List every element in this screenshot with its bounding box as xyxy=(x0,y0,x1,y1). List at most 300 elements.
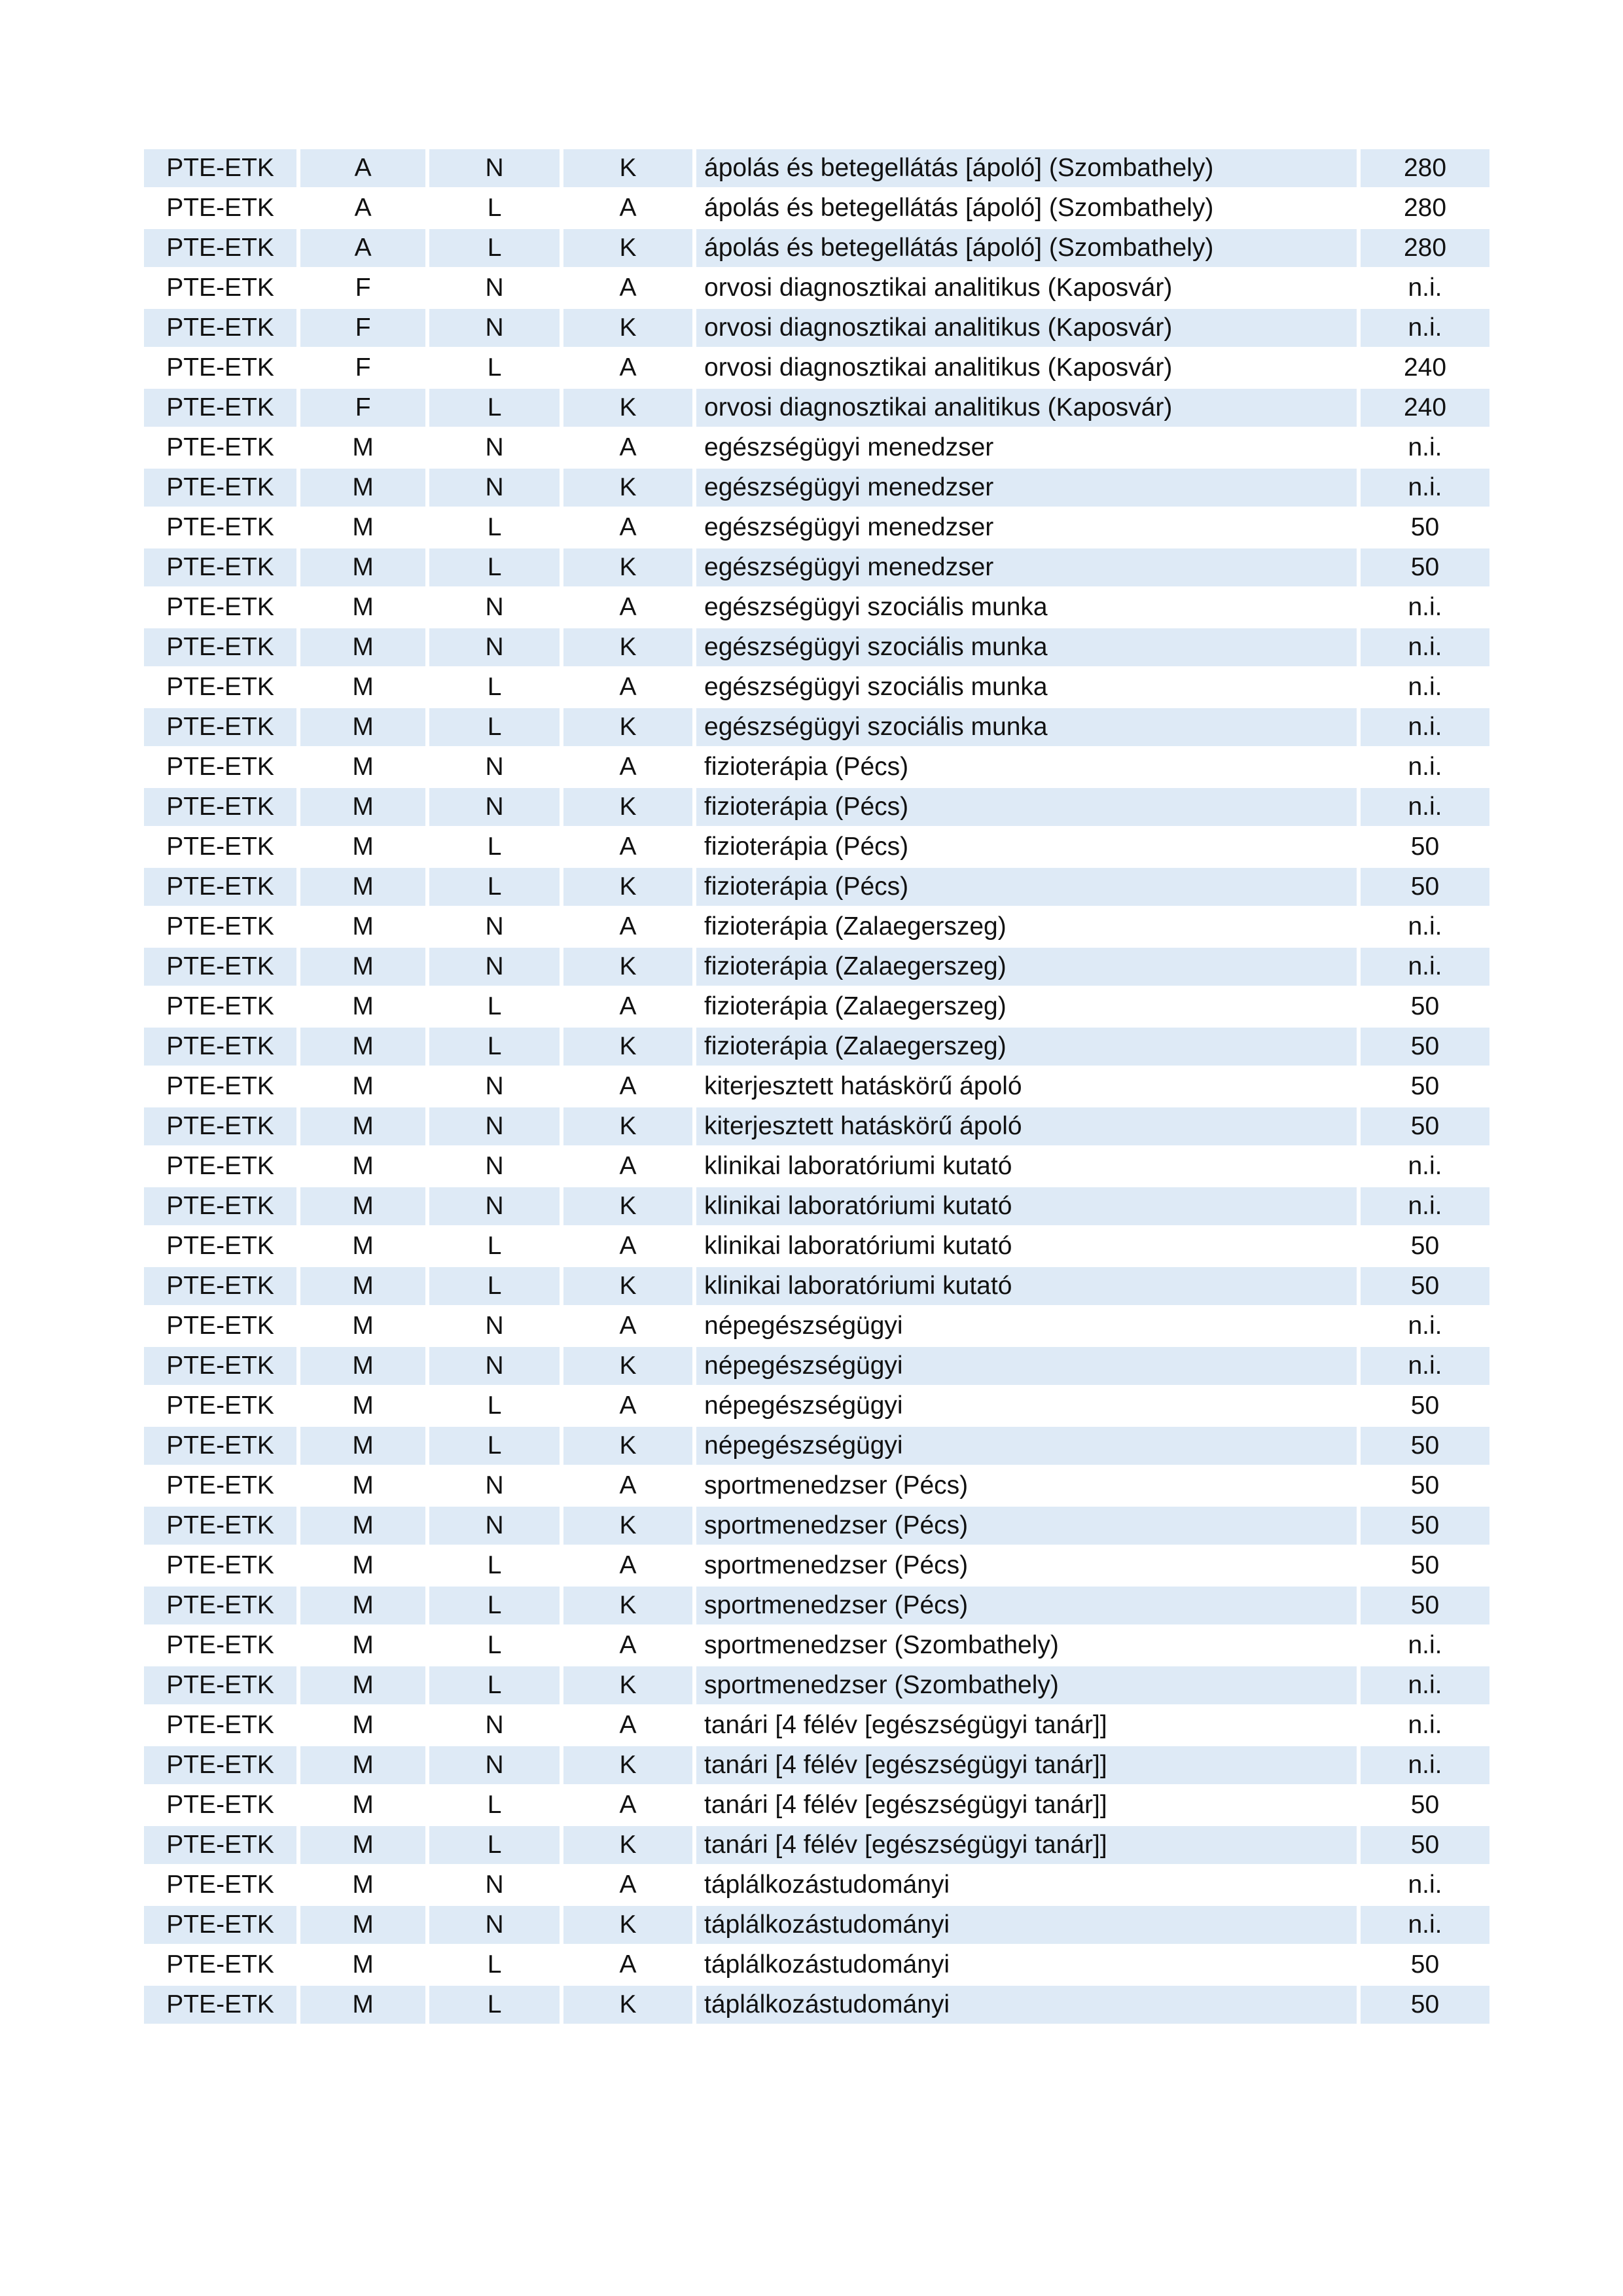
points-cell: n.i. xyxy=(1361,908,1489,948)
level-cell: M xyxy=(300,1507,425,1547)
level-cell: M xyxy=(300,548,425,588)
points-cell: 240 xyxy=(1361,389,1489,429)
level-cell: M xyxy=(300,1786,425,1826)
level-cell: M xyxy=(300,509,425,548)
points-cell: 50 xyxy=(1361,1107,1489,1147)
table-row xyxy=(144,1267,1489,1307)
table-row xyxy=(144,548,1489,588)
table-row xyxy=(144,948,1489,988)
level-cell: M xyxy=(300,1107,425,1147)
level-cell: F xyxy=(300,309,425,349)
table-body xyxy=(144,149,1489,2026)
table-row xyxy=(144,509,1489,548)
points-cell: 50 xyxy=(1361,868,1489,908)
program-cell: sportmenedzser (Szombathely) xyxy=(696,1666,1357,1706)
financing-cell: N xyxy=(429,788,560,828)
points-cell: 50 xyxy=(1361,1946,1489,1986)
institution-cell: PTE-ETK xyxy=(144,1227,296,1267)
points-cell: n.i. xyxy=(1361,628,1489,668)
level-cell: M xyxy=(300,1746,425,1786)
financing-cell: L xyxy=(429,548,560,588)
institution-cell: PTE-ETK xyxy=(144,309,296,349)
program-cell: egészségügyi szociális munka xyxy=(696,628,1357,668)
points-cell: n.i. xyxy=(1361,1187,1489,1227)
institution-cell: PTE-ETK xyxy=(144,1267,296,1307)
points-cell: n.i. xyxy=(1361,1307,1489,1347)
financing-cell: N xyxy=(429,948,560,988)
points-cell: n.i. xyxy=(1361,1666,1489,1706)
financing-cell: N xyxy=(429,1147,560,1187)
study-form-cell: K xyxy=(563,788,692,828)
table-row xyxy=(144,628,1489,668)
level-cell: M xyxy=(300,668,425,708)
study-form-cell: A xyxy=(563,1946,692,1986)
institution-cell: PTE-ETK xyxy=(144,588,296,628)
level-cell: M xyxy=(300,748,425,788)
study-form-cell: K xyxy=(563,1746,692,1786)
study-form-cell: A xyxy=(563,349,692,389)
institution-cell: PTE-ETK xyxy=(144,1467,296,1507)
table-row xyxy=(144,1906,1489,1946)
program-cell: egészségügyi menedzser xyxy=(696,429,1357,469)
financing-cell: L xyxy=(429,509,560,548)
level-cell: M xyxy=(300,1906,425,1946)
level-cell: F xyxy=(300,389,425,429)
institution-cell: PTE-ETK xyxy=(144,1427,296,1467)
financing-cell: L xyxy=(429,868,560,908)
study-form-cell: A xyxy=(563,1706,692,1746)
study-form-cell: A xyxy=(563,1387,692,1427)
study-form-cell: K xyxy=(563,1507,692,1547)
points-cell: 280 xyxy=(1361,149,1489,189)
program-cell: táplálkozástudományi xyxy=(696,1946,1357,1986)
level-cell: M xyxy=(300,1866,425,1906)
study-form-cell: K xyxy=(563,1986,692,2026)
points-cell: n.i. xyxy=(1361,1906,1489,1946)
table-row xyxy=(144,1028,1489,1067)
points-cell: n.i. xyxy=(1361,708,1489,748)
points-cell: 50 xyxy=(1361,1467,1489,1507)
level-cell: M xyxy=(300,1187,425,1227)
institution-cell: PTE-ETK xyxy=(144,1067,296,1107)
table-row xyxy=(144,1187,1489,1227)
financing-cell: N xyxy=(429,1187,560,1227)
institution-cell: PTE-ETK xyxy=(144,1906,296,1946)
institution-cell: PTE-ETK xyxy=(144,788,296,828)
institution-cell: PTE-ETK xyxy=(144,1946,296,1986)
institution-cell: PTE-ETK xyxy=(144,1986,296,2026)
financing-cell: L xyxy=(429,389,560,429)
table-row xyxy=(144,908,1489,948)
points-cell: 50 xyxy=(1361,828,1489,868)
financing-cell: N xyxy=(429,1906,560,1946)
table-row xyxy=(144,469,1489,509)
program-cell: tanári [4 félév [egészségügyi tanár]] xyxy=(696,1786,1357,1826)
program-cell: tanári [4 félév [egészségügyi tanár]] xyxy=(696,1746,1357,1786)
institution-cell: PTE-ETK xyxy=(144,509,296,548)
level-cell: A xyxy=(300,189,425,229)
table-row xyxy=(144,788,1489,828)
level-cell: M xyxy=(300,1227,425,1267)
program-cell: kiterjesztett hatáskörű ápoló xyxy=(696,1067,1357,1107)
institution-cell: PTE-ETK xyxy=(144,748,296,788)
table-row xyxy=(144,1666,1489,1706)
study-form-cell: A xyxy=(563,1467,692,1507)
program-cell: klinikai laboratóriumi kutató xyxy=(696,1267,1357,1307)
institution-cell: PTE-ETK xyxy=(144,469,296,509)
program-cell: ápolás és betegellátás [ápoló] (Szombathely) xyxy=(696,229,1357,269)
points-cell: 50 xyxy=(1361,1826,1489,1866)
table-row xyxy=(144,588,1489,628)
study-form-cell: A xyxy=(563,1227,692,1267)
points-cell: n.i. xyxy=(1361,1147,1489,1187)
table-row xyxy=(144,1467,1489,1507)
program-cell: fizioterápia (Zalaegerszeg) xyxy=(696,1028,1357,1067)
program-cell: fizioterápia (Zalaegerszeg) xyxy=(696,988,1357,1028)
financing-cell: L xyxy=(429,1387,560,1427)
level-cell: M xyxy=(300,1347,425,1387)
points-cell: 50 xyxy=(1361,1427,1489,1467)
institution-cell: PTE-ETK xyxy=(144,1706,296,1746)
level-cell: A xyxy=(300,229,425,269)
institution-cell: PTE-ETK xyxy=(144,1507,296,1547)
study-form-cell: K xyxy=(563,548,692,588)
level-cell: M xyxy=(300,429,425,469)
program-cell: fizioterápia (Zalaegerszeg) xyxy=(696,948,1357,988)
study-form-cell: A xyxy=(563,828,692,868)
institution-cell: PTE-ETK xyxy=(144,988,296,1028)
study-form-cell: A xyxy=(563,1626,692,1666)
financing-cell: L xyxy=(429,229,560,269)
institution-cell: PTE-ETK xyxy=(144,1187,296,1227)
points-cell: 50 xyxy=(1361,1786,1489,1826)
program-cell: egészségügyi szociális munka xyxy=(696,588,1357,628)
level-cell: F xyxy=(300,269,425,309)
level-cell: M xyxy=(300,868,425,908)
institution-cell: PTE-ETK xyxy=(144,1666,296,1706)
financing-cell: N xyxy=(429,1347,560,1387)
institution-cell: PTE-ETK xyxy=(144,389,296,429)
program-cell: orvosi diagnosztikai analitikus (Kaposvár) xyxy=(696,309,1357,349)
study-form-cell: K xyxy=(563,1826,692,1866)
level-cell: M xyxy=(300,1587,425,1626)
level-cell: M xyxy=(300,908,425,948)
table-row xyxy=(144,349,1489,389)
institution-cell: PTE-ETK xyxy=(144,149,296,189)
institution-cell: PTE-ETK xyxy=(144,1028,296,1067)
institution-cell: PTE-ETK xyxy=(144,1547,296,1587)
level-cell: M xyxy=(300,1547,425,1587)
points-cell: 240 xyxy=(1361,349,1489,389)
table-row xyxy=(144,1107,1489,1147)
program-cell: sportmenedzser (Pécs) xyxy=(696,1467,1357,1507)
financing-cell: L xyxy=(429,1626,560,1666)
table-row xyxy=(144,1626,1489,1666)
program-cell: klinikai laboratóriumi kutató xyxy=(696,1147,1357,1187)
study-form-cell: K xyxy=(563,868,692,908)
study-form-cell: K xyxy=(563,1427,692,1467)
program-cell: egészségügyi szociális munka xyxy=(696,668,1357,708)
level-cell: M xyxy=(300,1267,425,1307)
points-cell: 50 xyxy=(1361,988,1489,1028)
institution-cell: PTE-ETK xyxy=(144,1147,296,1187)
study-form-cell: A xyxy=(563,189,692,229)
program-cell: ápolás és betegellátás [ápoló] (Szombathely) xyxy=(696,189,1357,229)
institution-cell: PTE-ETK xyxy=(144,828,296,868)
points-cell: n.i. xyxy=(1361,309,1489,349)
financing-cell: L xyxy=(429,1946,560,1986)
points-cell: n.i. xyxy=(1361,788,1489,828)
table-row xyxy=(144,1427,1489,1467)
level-cell: M xyxy=(300,1826,425,1866)
study-form-cell: K xyxy=(563,1028,692,1067)
level-cell: M xyxy=(300,1067,425,1107)
points-cell: 50 xyxy=(1361,1028,1489,1067)
level-cell: M xyxy=(300,1307,425,1347)
financing-cell: N xyxy=(429,1107,560,1147)
study-form-cell: A xyxy=(563,1866,692,1906)
table-row xyxy=(144,1387,1489,1427)
level-cell: M xyxy=(300,1467,425,1507)
institution-cell: PTE-ETK xyxy=(144,1387,296,1427)
institution-cell: PTE-ETK xyxy=(144,868,296,908)
institution-cell: PTE-ETK xyxy=(144,1307,296,1347)
program-cell: tanári [4 félév [egészségügyi tanár]] xyxy=(696,1706,1357,1746)
level-cell: M xyxy=(300,1147,425,1187)
institution-cell: PTE-ETK xyxy=(144,1746,296,1786)
study-form-cell: A xyxy=(563,1307,692,1347)
level-cell: M xyxy=(300,1626,425,1666)
table-row xyxy=(144,189,1489,229)
points-cell: n.i. xyxy=(1361,429,1489,469)
study-form-cell: A xyxy=(563,1147,692,1187)
institution-cell: PTE-ETK xyxy=(144,1626,296,1666)
table-row xyxy=(144,708,1489,748)
study-form-cell: K xyxy=(563,1587,692,1626)
study-form-cell: K xyxy=(563,389,692,429)
table-row xyxy=(144,389,1489,429)
table-row xyxy=(144,1067,1489,1107)
study-form-cell: A xyxy=(563,1547,692,1587)
financing-cell: L xyxy=(429,1547,560,1587)
institution-cell: PTE-ETK xyxy=(144,1866,296,1906)
institution-cell: PTE-ETK xyxy=(144,708,296,748)
financing-cell: N xyxy=(429,1507,560,1547)
table-row xyxy=(144,1786,1489,1826)
study-form-cell: K xyxy=(563,469,692,509)
table-row xyxy=(144,1227,1489,1267)
program-cell: egészségügyi szociális munka xyxy=(696,708,1357,748)
financing-cell: N xyxy=(429,1307,560,1347)
points-cell: 50 xyxy=(1361,1587,1489,1626)
program-cell: egészségügyi menedzser xyxy=(696,548,1357,588)
program-cell: sportmenedzser (Pécs) xyxy=(696,1547,1357,1587)
table-row xyxy=(144,1866,1489,1906)
financing-cell: L xyxy=(429,1666,560,1706)
program-cell: orvosi diagnosztikai analitikus (Kaposvár) xyxy=(696,269,1357,309)
level-cell: M xyxy=(300,1706,425,1746)
study-form-cell: A xyxy=(563,988,692,1028)
points-cell: n.i. xyxy=(1361,748,1489,788)
table-row xyxy=(144,229,1489,269)
table-row xyxy=(144,668,1489,708)
study-form-cell: K xyxy=(563,1906,692,1946)
institution-cell: PTE-ETK xyxy=(144,1587,296,1626)
level-cell: M xyxy=(300,988,425,1028)
institution-cell: PTE-ETK xyxy=(144,429,296,469)
level-cell: M xyxy=(300,948,425,988)
level-cell: M xyxy=(300,588,425,628)
study-form-cell: A xyxy=(563,1786,692,1826)
financing-cell: L xyxy=(429,1028,560,1067)
points-cell: n.i. xyxy=(1361,1626,1489,1666)
study-form-cell: A xyxy=(563,1067,692,1107)
level-cell: F xyxy=(300,349,425,389)
level-cell: M xyxy=(300,1666,425,1706)
financing-cell: N xyxy=(429,149,560,189)
program-cell: táplálkozástudományi xyxy=(696,1906,1357,1946)
financing-cell: N xyxy=(429,309,560,349)
financing-cell: L xyxy=(429,1587,560,1626)
study-form-cell: A xyxy=(563,668,692,708)
points-cell: 50 xyxy=(1361,1986,1489,2026)
financing-cell: L xyxy=(429,988,560,1028)
financing-cell: N xyxy=(429,1467,560,1507)
financing-cell: L xyxy=(429,349,560,389)
institution-cell: PTE-ETK xyxy=(144,349,296,389)
admission-table xyxy=(140,149,1493,2026)
financing-cell: N xyxy=(429,269,560,309)
table-row xyxy=(144,1547,1489,1587)
financing-cell: N xyxy=(429,748,560,788)
study-form-cell: K xyxy=(563,708,692,748)
program-cell: fizioterápia (Pécs) xyxy=(696,828,1357,868)
study-form-cell: K xyxy=(563,229,692,269)
program-cell: orvosi diagnosztikai analitikus (Kaposvár) xyxy=(696,349,1357,389)
study-form-cell: K xyxy=(563,1107,692,1147)
institution-cell: PTE-ETK xyxy=(144,1107,296,1147)
financing-cell: L xyxy=(429,1986,560,2026)
points-cell: n.i. xyxy=(1361,1746,1489,1786)
study-form-cell: A xyxy=(563,588,692,628)
table-row xyxy=(144,149,1489,189)
table-row xyxy=(144,309,1489,349)
level-cell: M xyxy=(300,1946,425,1986)
table-row xyxy=(144,1706,1489,1746)
points-cell: n.i. xyxy=(1361,588,1489,628)
points-cell: 50 xyxy=(1361,509,1489,548)
program-cell: klinikai laboratóriumi kutató xyxy=(696,1227,1357,1267)
table-row xyxy=(144,1986,1489,2026)
institution-cell: PTE-ETK xyxy=(144,229,296,269)
institution-cell: PTE-ETK xyxy=(144,908,296,948)
financing-cell: L xyxy=(429,1427,560,1467)
financing-cell: N xyxy=(429,429,560,469)
program-cell: fizioterápia (Zalaegerszeg) xyxy=(696,908,1357,948)
table-row xyxy=(144,828,1489,868)
program-cell: fizioterápia (Pécs) xyxy=(696,868,1357,908)
financing-cell: N xyxy=(429,1067,560,1107)
study-form-cell: A xyxy=(563,509,692,548)
table-row xyxy=(144,1507,1489,1547)
points-cell: n.i. xyxy=(1361,1347,1489,1387)
points-cell: n.i. xyxy=(1361,1706,1489,1746)
financing-cell: N xyxy=(429,628,560,668)
program-cell: táplálkozástudományi xyxy=(696,1866,1357,1906)
table-row xyxy=(144,1147,1489,1187)
points-cell: 50 xyxy=(1361,548,1489,588)
table-row xyxy=(144,429,1489,469)
financing-cell: L xyxy=(429,1227,560,1267)
financing-cell: N xyxy=(429,1706,560,1746)
level-cell: A xyxy=(300,149,425,189)
program-cell: fizioterápia (Pécs) xyxy=(696,748,1357,788)
study-form-cell: A xyxy=(563,908,692,948)
level-cell: M xyxy=(300,1427,425,1467)
program-cell: népegészségügyi xyxy=(696,1387,1357,1427)
financing-cell: N xyxy=(429,588,560,628)
program-cell: fizioterápia (Pécs) xyxy=(696,788,1357,828)
program-cell: orvosi diagnosztikai analitikus (Kaposvár) xyxy=(696,389,1357,429)
points-cell: n.i. xyxy=(1361,1866,1489,1906)
points-cell: 50 xyxy=(1361,1227,1489,1267)
program-cell: kiterjesztett hatáskörű ápoló xyxy=(696,1107,1357,1147)
financing-cell: L xyxy=(429,1786,560,1826)
level-cell: M xyxy=(300,1028,425,1067)
study-form-cell: A xyxy=(563,748,692,788)
table-row xyxy=(144,868,1489,908)
institution-cell: PTE-ETK xyxy=(144,189,296,229)
program-cell: egészségügyi menedzser xyxy=(696,509,1357,548)
institution-cell: PTE-ETK xyxy=(144,1786,296,1826)
program-cell: egészségügyi menedzser xyxy=(696,469,1357,509)
points-cell: n.i. xyxy=(1361,668,1489,708)
level-cell: M xyxy=(300,828,425,868)
level-cell: M xyxy=(300,788,425,828)
study-form-cell: A xyxy=(563,269,692,309)
table-row xyxy=(144,1946,1489,1986)
table-row xyxy=(144,269,1489,309)
financing-cell: L xyxy=(429,189,560,229)
table-row xyxy=(144,748,1489,788)
points-cell: n.i. xyxy=(1361,948,1489,988)
study-form-cell: K xyxy=(563,628,692,668)
study-form-cell: K xyxy=(563,1267,692,1307)
study-form-cell: K xyxy=(563,1347,692,1387)
study-form-cell: A xyxy=(563,429,692,469)
institution-cell: PTE-ETK xyxy=(144,668,296,708)
level-cell: M xyxy=(300,1986,425,2026)
points-cell: 50 xyxy=(1361,1267,1489,1307)
table-row xyxy=(144,1307,1489,1347)
financing-cell: N xyxy=(429,1746,560,1786)
program-cell: tanári [4 félév [egészségügyi tanár]] xyxy=(696,1826,1357,1866)
institution-cell: PTE-ETK xyxy=(144,948,296,988)
study-form-cell: K xyxy=(563,948,692,988)
table-row xyxy=(144,1347,1489,1387)
program-cell: sportmenedzser (Pécs) xyxy=(696,1587,1357,1626)
financing-cell: L xyxy=(429,668,560,708)
institution-cell: PTE-ETK xyxy=(144,548,296,588)
table-row xyxy=(144,988,1489,1028)
financing-cell: L xyxy=(429,828,560,868)
study-form-cell: K xyxy=(563,309,692,349)
financing-cell: L xyxy=(429,1826,560,1866)
program-cell: népegészségügyi xyxy=(696,1347,1357,1387)
points-cell: 50 xyxy=(1361,1507,1489,1547)
program-cell: népegészségügyi xyxy=(696,1427,1357,1467)
financing-cell: L xyxy=(429,1267,560,1307)
